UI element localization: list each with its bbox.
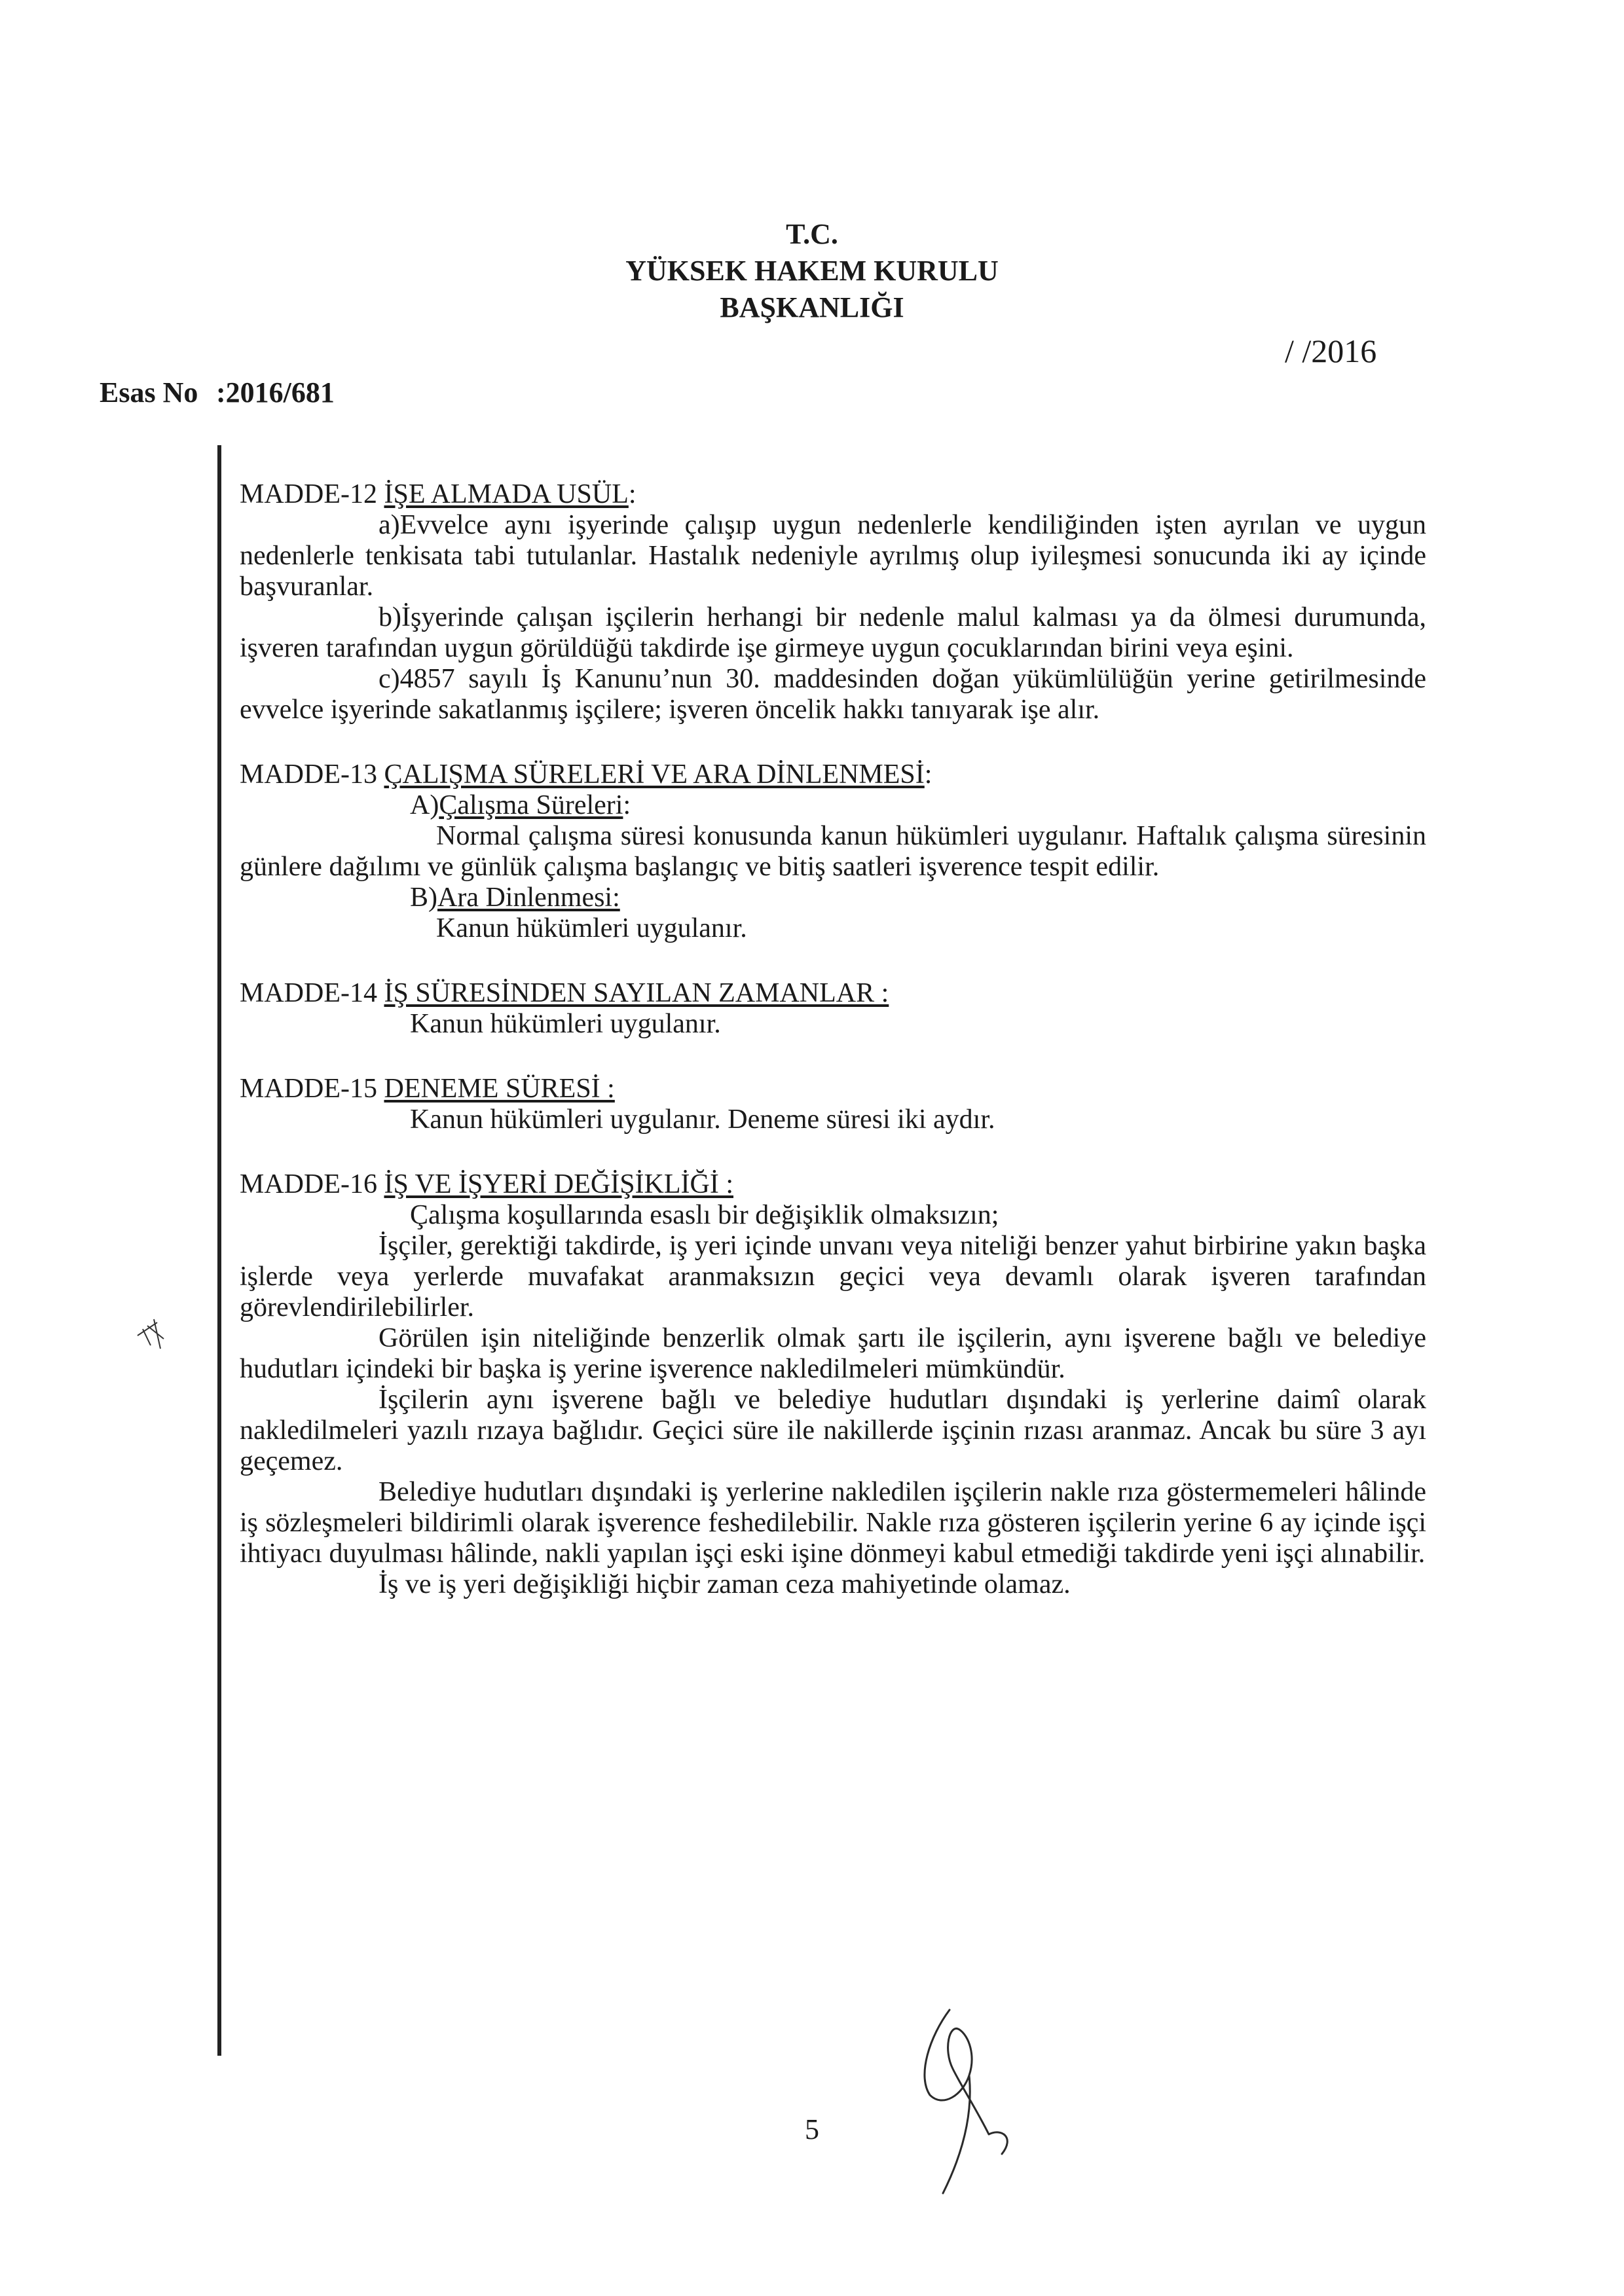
article-12-clause-a: a)Evvelce aynı işyerinde çalışıp uygun nedenlerle kendiliğinden işten ayrılan ve uygun nedenlerle tenkisata tabi tutulanlar. Hastalık nedeniyle ayrılmış olup iyileşmesi sonucunda iki ay içinde başvuranlar. — [240, 510, 1426, 602]
article-16-paragraph-5: Belediye hudutları dışındaki iş yerlerine nakledilen işçilerin nakle rıza göstermemeleri hâlinde iş sözleşmeleri bildirimli olarak işverence feshedilebilir. Nakle rıza gösteren işçilerin yerine 6 ay içinde işçi ihtiyacı duyulması hâlinde, nakli yapılan işçi eski işine dönmeyi kabul etmediği takdirde yeni işçi alınabilir. — [240, 1477, 1426, 1569]
article-13-sub-a-prefix: A) — [410, 790, 439, 820]
article-13-sub-a-colon: : — [623, 790, 631, 820]
article-13-number: MADDE-13 — [240, 759, 384, 790]
article-12-title: İŞE ALMADA USÜL — [384, 479, 629, 509]
margin-line — [217, 445, 221, 2056]
article-16-paragraph-4: İşçilerin aynı işverene bağlı ve belediye hudutları dışındaki iş yerlerine daimî olarak nakledilmeleri yazılı rızaya bağlıdır. Geçici süre ile nakillerde işçinin rızası aranmaz. Ancak bu süre 3 ayı geçemez. — [240, 1385, 1426, 1476]
initial-mark-icon — [131, 1309, 170, 1355]
article-16 — [240, 1169, 1426, 1600]
article-16-title: İŞ VE İŞYERİ DEĞİŞİKLİĞİ : — [384, 1169, 733, 1199]
article-12-clause-b: b)İşyerinde çalışan işçilerin herhangi bir nedenle malul kalması ya da ölmesi durumunda, işveren tarafından uygun görüldüğü takdirde işe girmeye uygun çocuklarından birini veya eşini. — [240, 602, 1426, 663]
page-number: 5 — [805, 2113, 819, 2145]
article-13-sub-a-heading — [240, 790, 1426, 821]
article-13-sub-a-title: Çalışma Süreleri — [439, 790, 623, 820]
article-15-number: MADDE-15 — [240, 1074, 384, 1104]
article-13-sub-a-text: Normal çalışma süresi konusunda kanun hükümleri uygulanır. Haftalık çalışma süresinin günlere dağılımı ve günlük çalışma başlangıç ve bitiş saatleri işverence tespit edilir. — [240, 821, 1426, 882]
article-15-title: DENEME SÜRESİ : — [384, 1074, 615, 1104]
article-14-heading — [240, 978, 1426, 1009]
article-13-sub-b-prefix: B) — [410, 883, 437, 913]
article-15-heading — [240, 1074, 1426, 1104]
article-15 — [240, 1074, 1426, 1135]
article-14 — [240, 978, 1426, 1040]
article-16-paragraph-6: İş ve iş yeri değişikliği hiçbir zaman ceza mahiyetinde olamaz. — [378, 1569, 1071, 1599]
article-12-number: MADDE-12 — [240, 479, 384, 509]
signature-icon — [904, 1997, 1035, 2206]
article-13-sub-b-text: Kanun hükümleri uygulanır. — [436, 913, 747, 943]
article-13-sub-b-title: Ara Dinlenmesi: — [437, 883, 620, 913]
document-body — [240, 479, 1426, 1600]
case-number — [100, 374, 335, 411]
document-date: / /2016 — [1285, 333, 1377, 369]
article-13-colon: : — [924, 759, 932, 790]
article-12-colon: : — [628, 479, 637, 509]
header-institution: YÜKSEK HAKEM KURULU — [625, 255, 999, 287]
case-number-value: :2016/681 — [216, 376, 335, 409]
article-13 — [240, 759, 1426, 944]
article-16-intro: Çalışma koşullarında esaslı bir değişiklik olmaksızın; — [410, 1200, 999, 1230]
article-16-number: MADDE-16 — [240, 1169, 384, 1199]
article-13-title: ÇALIŞMA SÜRELERİ VE ARA DİNLENMESİ — [384, 759, 925, 790]
article-12-clause-c: c)4857 sayılı İş Kanunu’nun 30. maddesinden doğan yükümlülüğün yerine getirilmesinde evvelce işyerinde sakatlanmış işçilere; işveren öncelik hakkı tanıyarak işe alır. — [240, 664, 1426, 725]
article-12 — [240, 479, 1426, 725]
article-14-title: İŞ SÜRESİNDEN SAYILAN ZAMANLAR : — [384, 978, 889, 1008]
article-15-text: Kanun hükümleri uygulanır. Deneme süresi iki aydır. — [410, 1104, 995, 1135]
article-13-sub-b-heading — [240, 883, 1426, 913]
header-tc: T.C. — [786, 218, 838, 250]
article-14-text: Kanun hükümleri uygulanır. — [410, 1009, 721, 1039]
article-16-paragraph-3: Görülen işin niteliğinde benzerlik olmak şartı ile işçilerin, aynı işverene bağlı ve belediye hudutları içindeki bir başka iş yerine işverence nakledilmeleri mümkündür. — [240, 1323, 1426, 1384]
article-12-heading — [240, 479, 1426, 510]
article-16-paragraph-2: İşçiler, gerektiği takdirde, iş yeri içinde unvanı veya niteliği benzer yahut birbirine yakın başka işlerde veya yerlerde muvafakat aranmaksızın geçici veya devamlı olarak işveren tarafından görevlendirilebilirler. — [240, 1231, 1426, 1322]
article-16-heading — [240, 1169, 1426, 1200]
article-14-number: MADDE-14 — [240, 978, 384, 1008]
article-13-heading — [240, 759, 1426, 790]
case-number-label: Esas No — [100, 376, 198, 409]
header-presidency: BAŞKANLIĞI — [720, 291, 904, 323]
